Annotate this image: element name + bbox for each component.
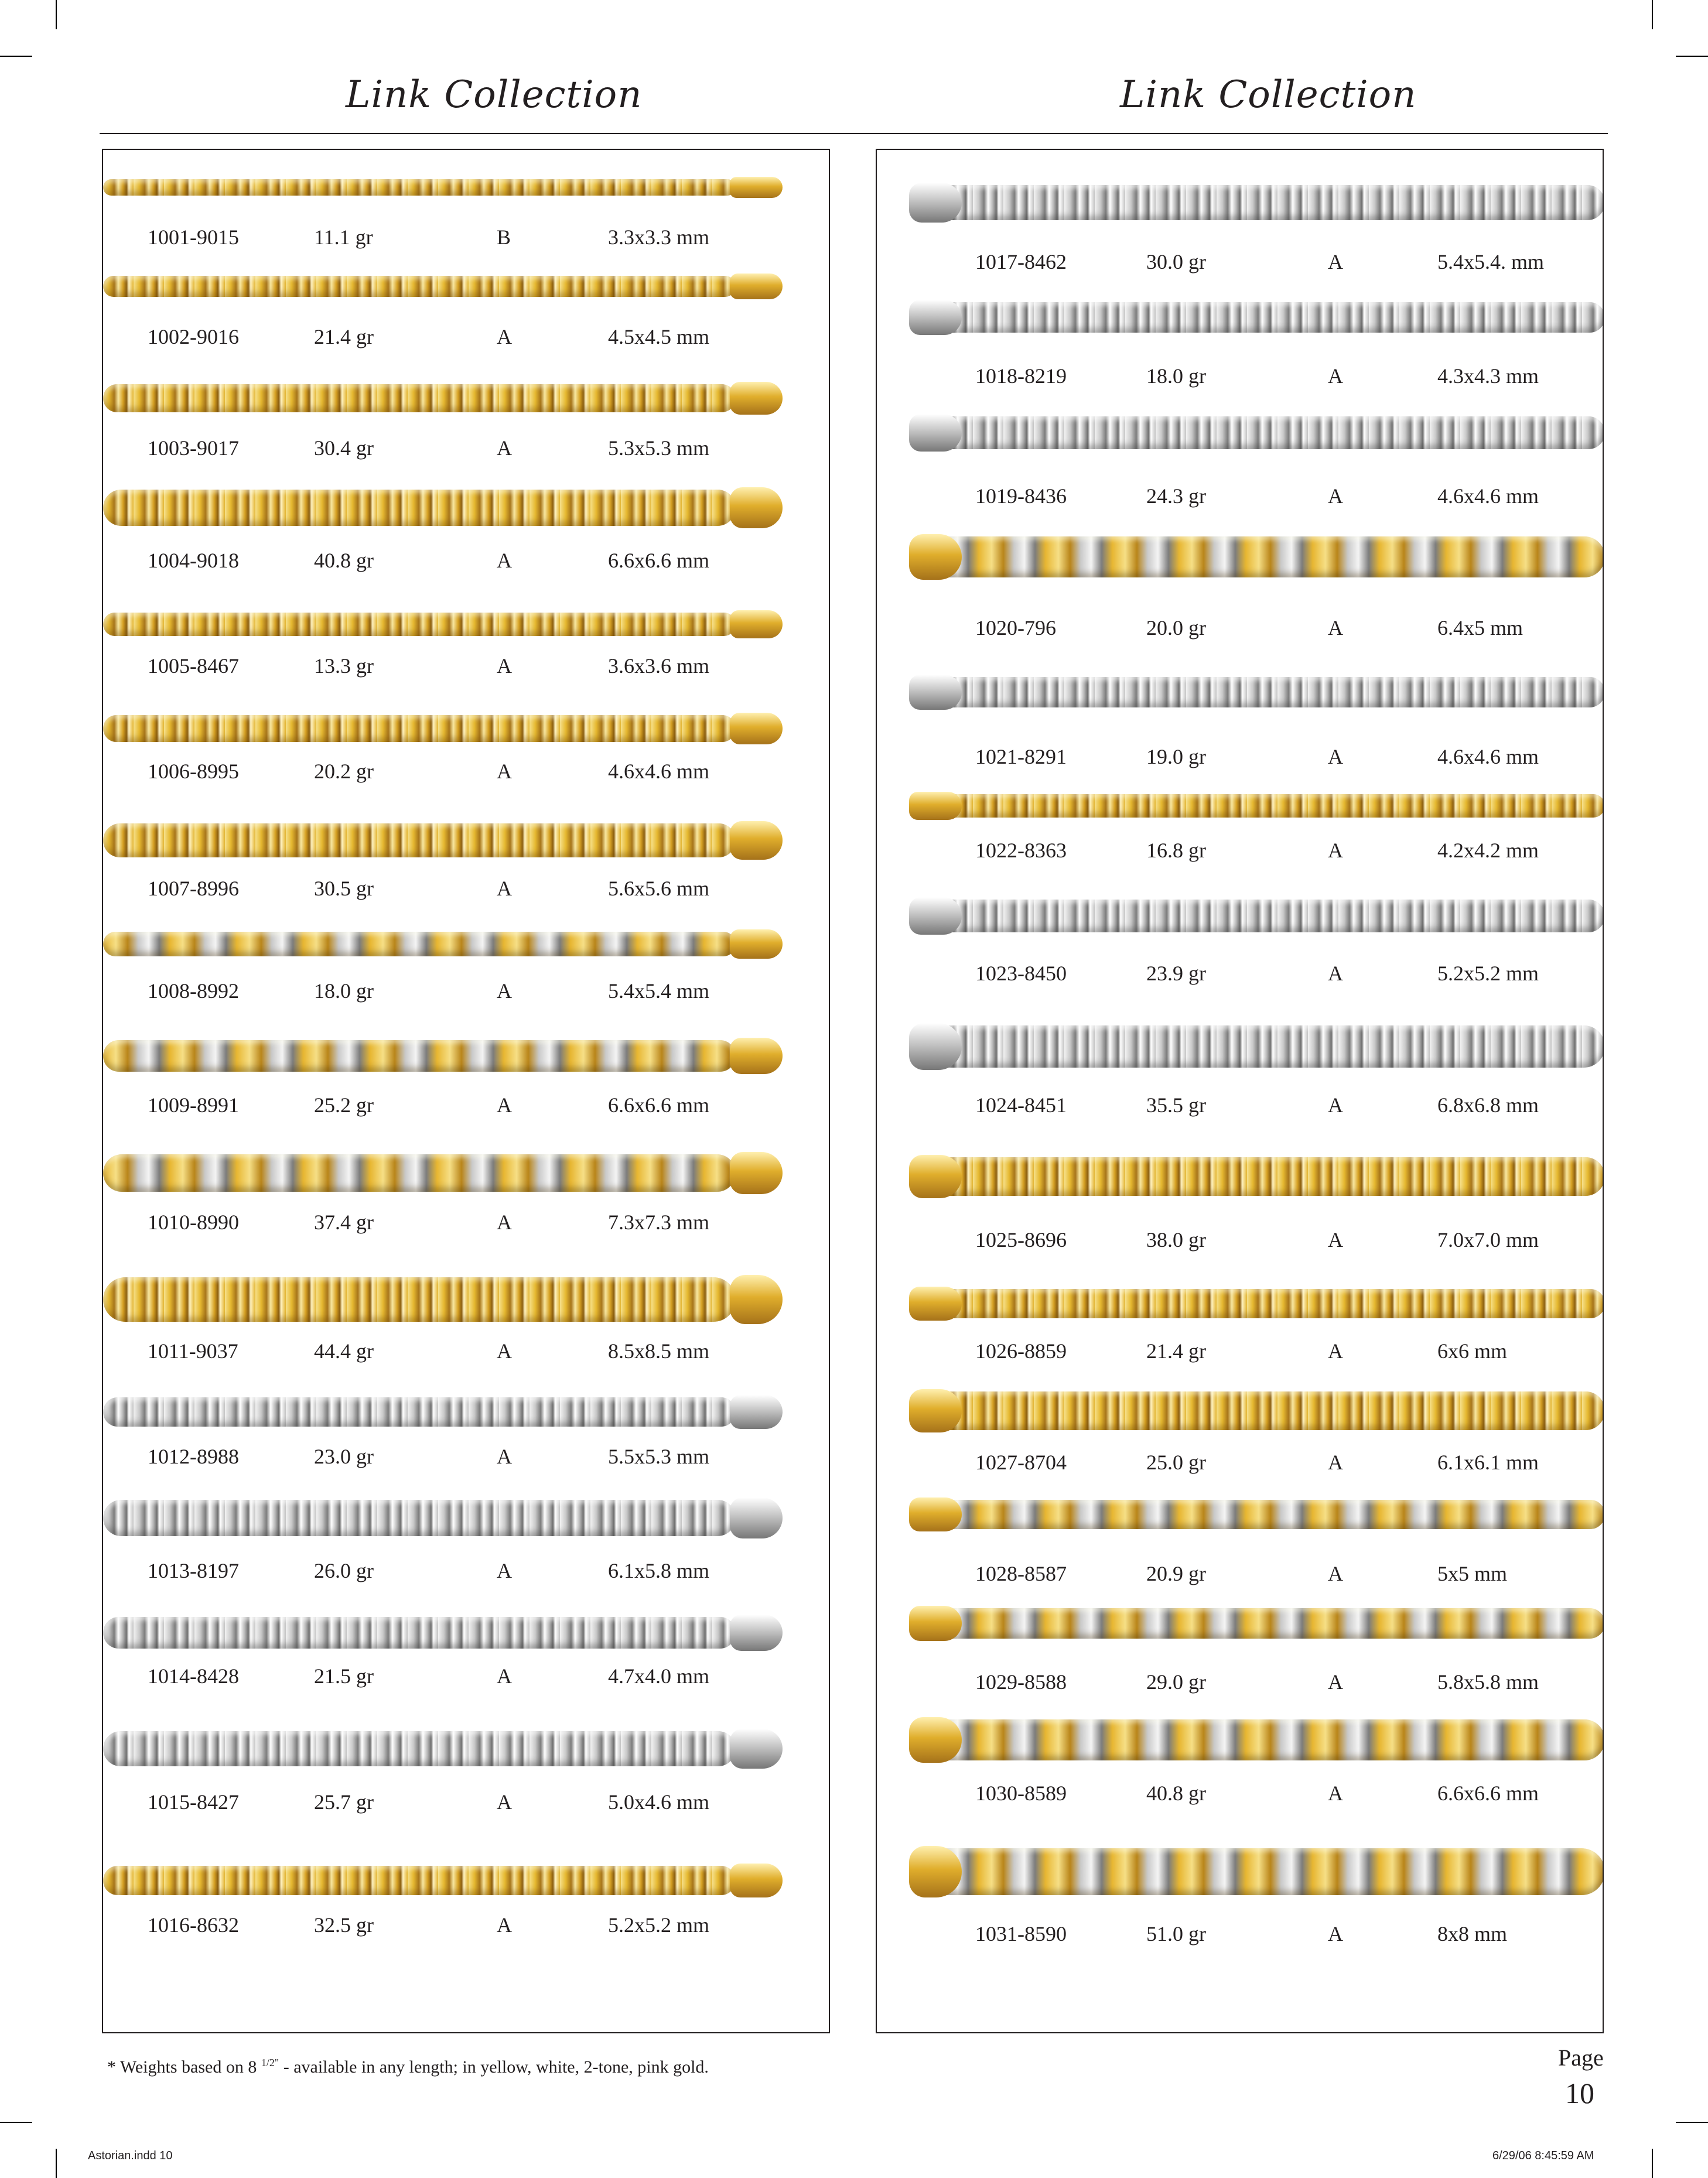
chain-links	[912, 1500, 1604, 1529]
item-grade: A	[497, 549, 512, 572]
item-weight: 40.8 gr	[314, 549, 374, 572]
chain-image	[103, 823, 830, 857]
item-weight: 23.9 gr	[1146, 962, 1206, 985]
item-size: 5.4x5.4 mm	[608, 979, 710, 1003]
clasp-icon	[909, 414, 962, 452]
item-weight: 18.0 gr	[314, 979, 374, 1003]
chain-image	[877, 1608, 1604, 1639]
footnote-text-before: * Weights based on 8	[107, 2057, 261, 2077]
page-number: 10	[1565, 2077, 1594, 2109]
item-code: 1009-8991	[148, 1093, 239, 1117]
item-size: 5.3x5.3 mm	[608, 436, 710, 460]
item-size: 6.6x6.6 mm	[1437, 1782, 1539, 1805]
chain-links	[103, 932, 736, 956]
right-page-title: Link Collection	[1120, 73, 1417, 117]
item-weight: 19.0 gr	[1146, 745, 1206, 768]
item-weight: 21.4 gr	[314, 325, 374, 348]
crop-mark	[1652, 2149, 1653, 2178]
item-code: 1005-8467	[148, 654, 239, 678]
chain-image	[103, 179, 830, 196]
clasp-icon	[730, 382, 783, 415]
item-size: 3.6x3.6 mm	[608, 654, 710, 678]
item-grade: A	[497, 1211, 512, 1234]
clasp-icon	[730, 1038, 783, 1074]
item-code: 1006-8995	[148, 760, 239, 783]
item-size: 4.7x4.0 mm	[608, 1664, 710, 1688]
item-grade: A	[497, 436, 512, 460]
chain-image	[877, 900, 1604, 932]
item-code: 1017-8462	[975, 250, 1067, 273]
clasp-icon	[909, 1606, 962, 1641]
item-code: 1015-8427	[148, 1790, 239, 1814]
item-code: 1011-9037	[148, 1339, 238, 1363]
clasp-icon	[730, 821, 783, 860]
chain-image	[103, 276, 830, 297]
clasp-icon	[909, 1389, 962, 1432]
chain-image	[877, 302, 1604, 333]
item-weight: 24.3 gr	[1146, 484, 1206, 508]
chain-links	[912, 302, 1604, 333]
clasp-icon	[909, 792, 962, 820]
item-code: 1021-8291	[975, 745, 1067, 768]
crop-mark	[1652, 0, 1653, 29]
item-grade: A	[1328, 1782, 1343, 1805]
chain-links	[103, 715, 736, 742]
clasp-icon	[909, 534, 962, 580]
crop-mark	[0, 2122, 32, 2123]
item-code: 1013-8197	[148, 1559, 239, 1582]
item-weight: 16.8 gr	[1146, 839, 1206, 862]
item-grade: A	[1328, 745, 1343, 768]
title-rule	[100, 133, 1608, 134]
item-weight: 29.0 gr	[1146, 1670, 1206, 1694]
chain-links	[103, 276, 736, 297]
chain-links	[103, 179, 736, 196]
chain-image	[877, 1157, 1604, 1196]
chain-image	[103, 932, 830, 956]
chain-image	[877, 416, 1604, 449]
chain-image	[103, 1154, 830, 1192]
left-page-title: Link Collection	[346, 73, 643, 117]
chain-links	[103, 613, 736, 636]
item-grade: A	[497, 1790, 512, 1814]
chain-image	[103, 1617, 830, 1649]
item-grade: A	[1328, 616, 1343, 640]
clasp-icon	[730, 1395, 783, 1429]
chain-links	[912, 185, 1604, 220]
item-weight: 13.3 gr	[314, 654, 374, 678]
chain-links	[912, 677, 1604, 707]
chain-image	[877, 677, 1604, 707]
item-size: 8.5x8.5 mm	[608, 1339, 710, 1363]
chain-image	[877, 794, 1604, 818]
item-grade: A	[497, 325, 512, 348]
item-size: 6.4x5 mm	[1437, 616, 1523, 640]
chain-image	[103, 1500, 830, 1536]
clasp-icon	[730, 1275, 783, 1324]
item-grade: A	[1328, 962, 1343, 985]
item-weight: 30.0 gr	[1146, 250, 1206, 273]
chain-links	[912, 1025, 1604, 1068]
item-size: 4.2x4.2 mm	[1437, 839, 1539, 862]
chain-image	[877, 1289, 1604, 1318]
item-size: 6.8x6.8 mm	[1437, 1093, 1539, 1117]
clasp-icon	[730, 273, 783, 299]
item-code: 1008-8992	[148, 979, 239, 1003]
chain-links	[103, 1617, 736, 1649]
item-grade: A	[497, 1445, 512, 1468]
item-grade: A	[1328, 364, 1343, 388]
chain-links	[103, 1040, 736, 1072]
item-size: 6.6x6.6 mm	[608, 1093, 710, 1117]
item-size: 6.1x6.1 mm	[1437, 1451, 1539, 1474]
item-grade: A	[1328, 484, 1343, 508]
clasp-icon	[909, 300, 962, 335]
chain-links	[912, 1848, 1604, 1895]
chain-links	[912, 900, 1604, 932]
item-grade: A	[497, 1913, 512, 1937]
item-weight: 21.5 gr	[314, 1664, 374, 1688]
clasp-icon	[730, 713, 783, 744]
right-catalog-panel	[876, 149, 1604, 2033]
chain-links	[912, 536, 1604, 577]
item-code: 1004-9018	[148, 549, 239, 572]
item-size: 7.0x7.0 mm	[1437, 1228, 1539, 1252]
item-size: 5.8x5.8 mm	[1437, 1670, 1539, 1694]
clasp-icon	[730, 1152, 783, 1194]
chain-image	[103, 1731, 830, 1766]
chain-links	[912, 416, 1604, 449]
item-weight: 20.9 gr	[1146, 1562, 1206, 1585]
item-weight: 23.0 gr	[314, 1445, 374, 1468]
left-catalog-panel	[102, 149, 830, 2033]
clasp-icon	[730, 487, 783, 528]
clasp-icon	[909, 1155, 962, 1198]
item-code: 1022-8363	[975, 839, 1067, 862]
clasp-icon	[909, 675, 962, 710]
chain-links	[103, 1154, 736, 1192]
item-size: 6.1x5.8 mm	[608, 1559, 710, 1582]
item-size: 5.0x4.6 mm	[608, 1790, 710, 1814]
item-weight: 25.0 gr	[1146, 1451, 1206, 1474]
item-code: 1003-9017	[148, 436, 239, 460]
item-grade: A	[1328, 1228, 1343, 1252]
item-code: 1007-8996	[148, 877, 239, 900]
chain-image	[103, 490, 830, 526]
chain-image	[877, 1848, 1604, 1895]
item-code: 1019-8436	[975, 484, 1067, 508]
item-weight: 30.5 gr	[314, 877, 374, 900]
item-grade: A	[497, 1559, 512, 1582]
slug-timestamp: 6/29/06 8:45:59 AM	[1492, 2149, 1594, 2162]
item-size: 4.5x4.5 mm	[608, 325, 710, 348]
item-grade: A	[1328, 1093, 1343, 1117]
item-weight: 18.0 gr	[1146, 364, 1206, 388]
chain-links	[912, 1608, 1604, 1639]
item-grade: A	[497, 1339, 512, 1363]
item-size: 6.6x6.6 mm	[608, 549, 710, 572]
item-grade: A	[497, 1664, 512, 1688]
item-code: 1023-8450	[975, 962, 1067, 985]
item-weight: 21.4 gr	[1146, 1339, 1206, 1363]
chain-links	[912, 1391, 1604, 1430]
item-size: 4.3x4.3 mm	[1437, 364, 1539, 388]
item-size: 7.3x7.3 mm	[608, 1211, 710, 1234]
item-grade: A	[497, 877, 512, 900]
clasp-icon	[730, 1497, 783, 1538]
chain-links	[103, 1731, 736, 1766]
chain-links	[103, 1866, 736, 1895]
item-weight: 32.5 gr	[314, 1913, 374, 1937]
item-code: 1030-8589	[975, 1782, 1067, 1805]
item-size: 5.4x5.4. mm	[1437, 250, 1545, 273]
item-size: 5.2x5.2 mm	[608, 1913, 710, 1937]
clasp-icon	[909, 1023, 962, 1070]
chain-links	[103, 1500, 736, 1536]
clasp-icon	[730, 177, 783, 198]
item-size: 8x8 mm	[1437, 1922, 1508, 1946]
item-grade: A	[1328, 839, 1343, 862]
chain-image	[877, 185, 1604, 220]
item-code: 1028-8587	[975, 1562, 1067, 1585]
chain-image	[877, 1719, 1604, 1760]
item-grade: A	[497, 760, 512, 783]
item-size: 4.6x4.6 mm	[608, 760, 710, 783]
item-weight: 11.1 gr	[314, 225, 373, 249]
chain-image	[877, 1391, 1604, 1430]
chain-image	[103, 715, 830, 742]
clasp-icon	[909, 1717, 962, 1763]
item-grade: A	[1328, 1922, 1343, 1946]
clasp-icon	[909, 1846, 962, 1897]
item-code: 1029-8588	[975, 1670, 1067, 1694]
crop-mark	[1676, 56, 1708, 57]
chain-image	[877, 1025, 1604, 1068]
crop-mark	[0, 56, 32, 57]
clasp-icon	[730, 929, 783, 959]
item-weight: 38.0 gr	[1146, 1228, 1206, 1252]
chain-image	[103, 1866, 830, 1895]
item-size: 5x5 mm	[1437, 1562, 1508, 1585]
chain-links	[103, 823, 736, 857]
chain-links	[912, 1289, 1604, 1318]
item-grade: A	[497, 979, 512, 1003]
clasp-icon	[909, 897, 962, 935]
item-size: 5.5x5.3 mm	[608, 1445, 710, 1468]
item-weight: 37.4 gr	[314, 1211, 374, 1234]
item-weight: 35.5 gr	[1146, 1093, 1206, 1117]
item-weight: 40.8 gr	[1146, 1782, 1206, 1805]
item-size: 5.2x5.2 mm	[1437, 962, 1539, 985]
crop-mark	[56, 2149, 57, 2178]
chain-image	[103, 384, 830, 412]
slug-filename: Astorian.indd 10	[88, 2149, 173, 2162]
item-size: 4.6x4.6 mm	[1437, 745, 1539, 768]
chain-links	[912, 1157, 1604, 1196]
clasp-icon	[730, 1615, 783, 1651]
chain-links	[103, 1397, 736, 1427]
chain-image	[877, 536, 1604, 577]
item-code: 1010-8990	[148, 1211, 239, 1234]
chain-image	[103, 1040, 830, 1072]
chain-links	[912, 794, 1604, 818]
item-weight: 51.0 gr	[1146, 1922, 1206, 1946]
item-grade: A	[497, 654, 512, 678]
weights-footnote	[107, 2057, 709, 2077]
chain-image	[103, 613, 830, 636]
item-code: 1014-8428	[148, 1664, 239, 1688]
item-code: 1016-8632	[148, 1913, 239, 1937]
item-weight: 30.4 gr	[314, 436, 374, 460]
item-code: 1024-8451	[975, 1093, 1067, 1117]
item-code: 1027-8704	[975, 1451, 1067, 1474]
item-size: 6x6 mm	[1437, 1339, 1508, 1363]
crop-mark	[56, 0, 57, 29]
item-size: 5.6x5.6 mm	[608, 877, 710, 900]
item-weight: 25.2 gr	[314, 1093, 374, 1117]
footnote-superscript: 1/2"	[261, 2057, 279, 2068]
item-grade: A	[1328, 1451, 1343, 1474]
clasp-icon	[730, 1729, 783, 1769]
item-code: 1001-9015	[148, 225, 239, 249]
item-grade: A	[1328, 1339, 1343, 1363]
clasp-icon	[909, 183, 962, 223]
item-code: 1026-8859	[975, 1339, 1067, 1363]
clasp-icon	[909, 1287, 962, 1321]
crop-mark	[1676, 2122, 1708, 2123]
item-grade: A	[1328, 1670, 1343, 1694]
item-weight: 26.0 gr	[314, 1559, 374, 1582]
item-grade: A	[1328, 1562, 1343, 1585]
chain-links	[103, 1277, 736, 1322]
chain-image	[103, 1277, 830, 1322]
item-grade: A	[1328, 250, 1343, 273]
item-grade: A	[497, 1093, 512, 1117]
item-weight: 20.2 gr	[314, 760, 374, 783]
item-code: 1002-9016	[148, 325, 239, 348]
clasp-icon	[909, 1497, 962, 1531]
item-code: 1018-8219	[975, 364, 1067, 388]
chain-image	[103, 1397, 830, 1427]
clasp-icon	[730, 610, 783, 638]
chain-links	[912, 1719, 1604, 1760]
chain-links	[103, 490, 736, 526]
chain-image	[877, 1500, 1604, 1529]
item-code: 1025-8696	[975, 1228, 1067, 1252]
item-weight: 44.4 gr	[314, 1339, 374, 1363]
item-weight: 25.7 gr	[314, 1790, 374, 1814]
clasp-icon	[730, 1864, 783, 1897]
item-weight: 20.0 gr	[1146, 616, 1206, 640]
item-size: 4.6x4.6 mm	[1437, 484, 1539, 508]
item-grade: B	[497, 225, 511, 249]
footnote-text-after: - available in any length; in yellow, white, 2-tone, pink gold.	[279, 2057, 709, 2077]
item-code: 1020-796	[975, 616, 1056, 640]
item-code: 1031-8590	[975, 1922, 1067, 1946]
item-size: 3.3x3.3 mm	[608, 225, 710, 249]
chain-links	[103, 384, 736, 412]
item-code: 1012-8988	[148, 1445, 239, 1468]
page-label: Page	[1558, 2044, 1604, 2071]
